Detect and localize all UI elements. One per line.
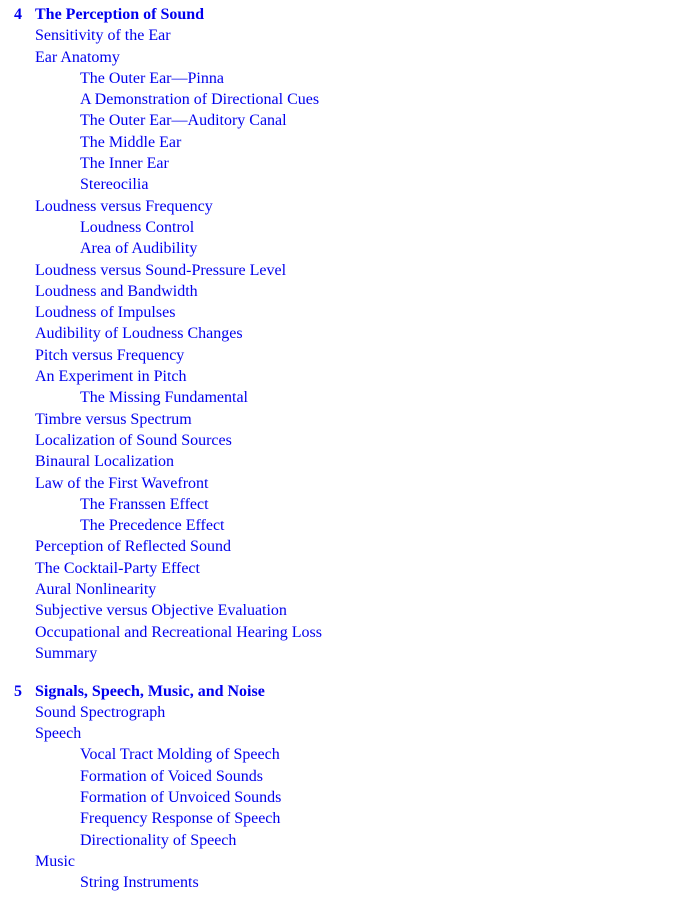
toc-section-link[interactable]: Subjective versus Objective Evaluation: [35, 602, 287, 620]
toc-section-link[interactable]: Sound Spectrograph: [35, 703, 166, 721]
toc-section-link[interactable]: Timbre versus Spectrum: [35, 410, 192, 428]
chapter-section-list: [0, 25, 695, 664]
chapter-heading[interactable]: [0, 4, 695, 25]
toc-section-link[interactable]: Localization of Sound Sources: [35, 431, 232, 449]
toc-subsection-link[interactable]: Loudness Control: [80, 218, 195, 236]
toc-section-link[interactable]: Pitch versus Frequency: [35, 346, 185, 364]
toc-section-link[interactable]: An Experiment in Pitch: [35, 368, 187, 386]
toc-subsection-link[interactable]: Directionality of Speech: [80, 831, 237, 849]
toc-section-link[interactable]: Speech: [35, 725, 82, 743]
toc-subsection-link[interactable]: The Precedence Effect: [80, 517, 225, 535]
chapter-title-link[interactable]: The Perception of Sound: [35, 6, 205, 23]
toc-section-link[interactable]: Loudness versus Frequency: [35, 197, 213, 215]
toc-subsection-link[interactable]: Frequency Response of Speech: [80, 810, 281, 828]
toc-subsection-link[interactable]: String Instruments: [80, 874, 199, 892]
toc-section-link[interactable]: The Cocktail-Party Effect: [35, 559, 200, 577]
toc-section-link[interactable]: Loudness of Impulses: [35, 304, 176, 322]
toc-subsection-link[interactable]: Vocal Tract Molding of Speech: [80, 746, 280, 764]
toc-section-link[interactable]: Aural Nonlinearity: [35, 581, 157, 599]
toc-section-link[interactable]: Summary: [35, 644, 98, 662]
toc-section-link[interactable]: Audibility of Loudness Changes: [35, 325, 243, 343]
toc-section-link[interactable]: Music: [35, 852, 75, 870]
toc-section-link[interactable]: Binaural Localization: [35, 453, 175, 471]
toc-subsection-link[interactable]: Stereocilia: [80, 176, 149, 194]
table-of-contents: [0, 4, 695, 893]
toc-subsection-link[interactable]: The Inner Ear: [80, 155, 169, 173]
toc-section-link[interactable]: Sensitivity of the Ear: [35, 27, 171, 45]
toc-section-link[interactable]: Perception of Reflected Sound: [35, 538, 231, 556]
toc-section-link[interactable]: Occupational and Recreational Hearing Loss: [35, 623, 322, 641]
chapter-title-link[interactable]: Signals, Speech, Music, and Noise: [35, 682, 265, 700]
toc-section-link[interactable]: Loudness versus Sound-Pressure Level: [35, 261, 287, 279]
toc-subsection-link[interactable]: Formation of Voiced Sounds: [80, 767, 263, 785]
toc-subsection-link[interactable]: The Missing Fundamental: [80, 389, 248, 407]
toc-section-link[interactable]: Loudness and Bandwidth: [35, 282, 198, 300]
chapter-section-list: [0, 702, 695, 894]
toc-subsection-link[interactable]: Area of Audibility: [80, 240, 198, 258]
toc-subsection-link[interactable]: The Outer Ear—Pinna: [80, 69, 224, 87]
chapter-heading[interactable]: [0, 681, 695, 702]
toc-subsection-link[interactable]: The Outer Ear—Auditory Canal: [80, 112, 287, 130]
toc-subsection-link[interactable]: The Franssen Effect: [80, 495, 209, 513]
toc-section-link[interactable]: Law of the First Wavefront: [35, 474, 209, 492]
toc-subsection-link[interactable]: A Demonstration of Directional Cues: [80, 91, 320, 109]
chapter-spacer: [0, 664, 695, 680]
toc-subsection-link[interactable]: The Middle Ear: [80, 133, 182, 151]
chapter-number: 4: [14, 6, 22, 23]
toc-section-link[interactable]: Ear Anatomy: [35, 48, 120, 66]
chapter-number: 5: [14, 682, 22, 700]
toc-subsection-link[interactable]: Formation of Unvoiced Sounds: [80, 788, 282, 806]
